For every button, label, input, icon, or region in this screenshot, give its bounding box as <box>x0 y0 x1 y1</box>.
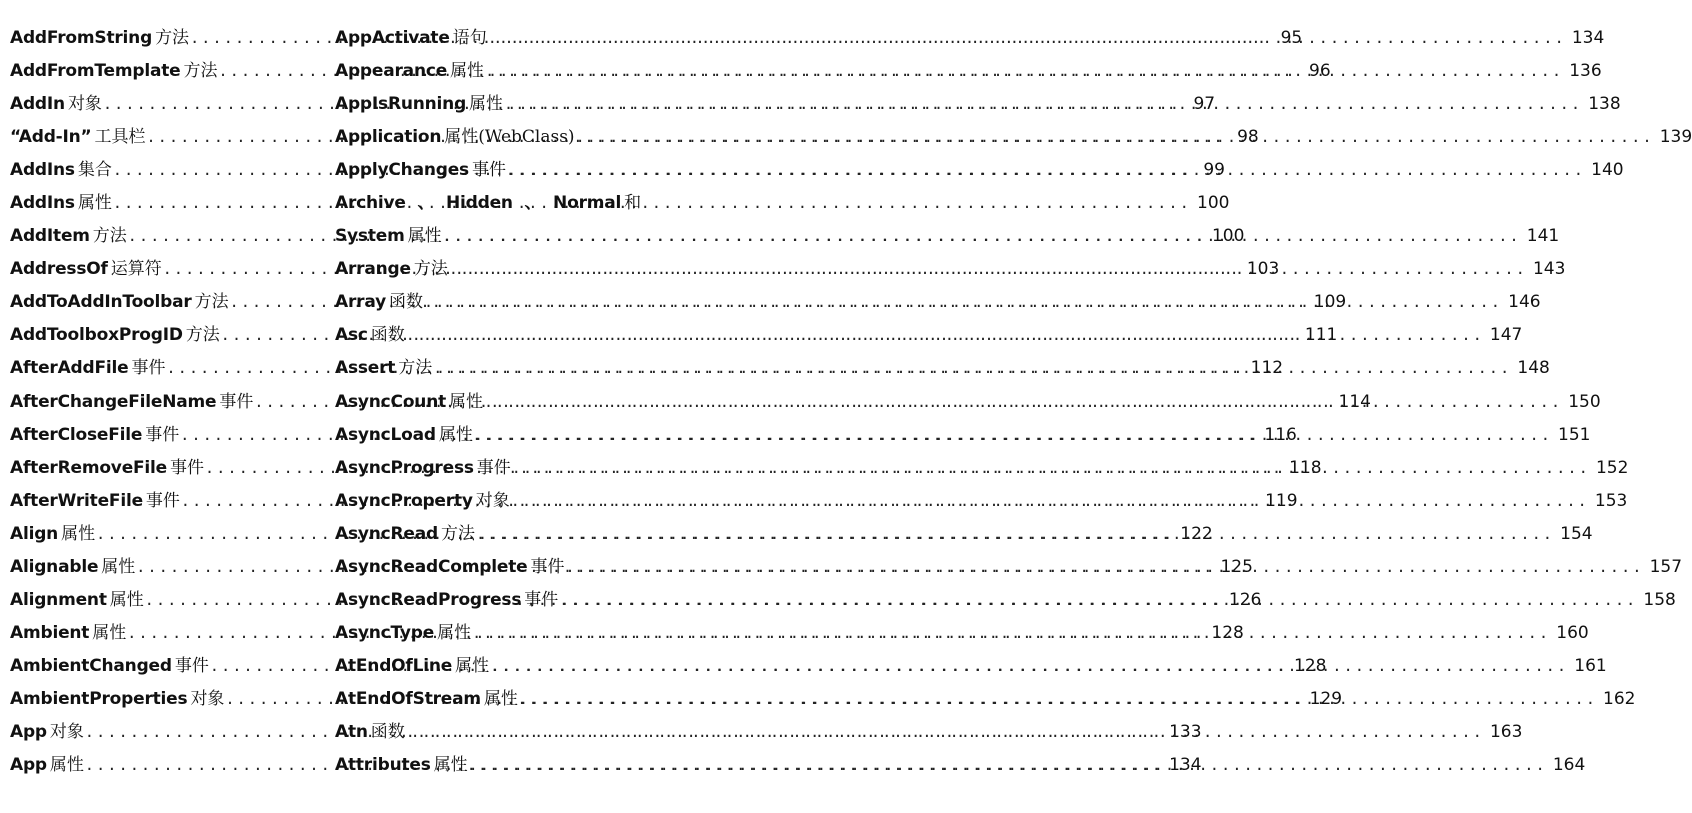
entry-term: AddIns <box>10 160 75 181</box>
page-number: 114 <box>1338 391 1371 412</box>
entry-type: 集合 <box>77 160 112 181</box>
dot-leader <box>469 749 1547 782</box>
dot-leader <box>484 386 1562 419</box>
dot-leader <box>433 352 1511 385</box>
entry-type: 属性(WebClass) <box>444 127 575 148</box>
dot-leader <box>476 518 1554 551</box>
entry-term: AppIsRunning <box>335 94 467 115</box>
page-number: 116 <box>1264 424 1297 445</box>
entry-type: 属性 <box>49 755 84 776</box>
entry-term: AsyncCount <box>335 391 447 412</box>
page-number: 163 <box>1489 721 1523 742</box>
entry-term: AddItem <box>10 226 90 247</box>
dot-leader <box>576 121 1654 154</box>
entry-term: AddressOf <box>10 259 108 280</box>
page-number: 153 <box>1594 490 1628 511</box>
entry-type: 对象 <box>475 490 510 511</box>
entry-term: AddToolboxProgID <box>10 325 183 346</box>
entry-term: AddIns <box>10 193 75 214</box>
page-number: 126 <box>1228 589 1262 610</box>
entry-term: AfterChangeFileName <box>10 391 217 412</box>
dot-leader <box>443 220 1521 253</box>
entry-type: 事件 <box>145 424 180 445</box>
page-number: 119 <box>1265 490 1298 511</box>
entry-type: 方法 <box>194 292 229 313</box>
entry-type: 和 <box>624 193 642 214</box>
entry-type: 事件 <box>219 391 254 412</box>
page-number: 140 <box>1591 160 1624 181</box>
dot-leader <box>565 551 1643 584</box>
entry-type: 工具栏 <box>94 127 146 148</box>
page-number: 128 <box>1211 622 1244 643</box>
entry-type: 属性 <box>450 61 485 82</box>
page-number: 143 <box>1532 259 1566 280</box>
entry-term: Archive 、 Hidden 、 Normal <box>335 193 622 214</box>
entry-type: 事件 <box>174 655 209 676</box>
entry-term: AsyncReadComplete <box>335 556 528 577</box>
entry-term: Array <box>335 292 386 313</box>
dot-leader <box>449 253 1527 286</box>
entry-type: 方法 <box>441 523 475 544</box>
entry-term: AddIn <box>10 94 65 115</box>
page-number: 128 <box>1294 655 1327 676</box>
entry-term: Arrange <box>335 259 411 280</box>
entry-type: 事件 <box>170 457 205 478</box>
entry-term: “Add-In” <box>10 127 92 148</box>
page-number: 109 <box>1313 292 1347 313</box>
entry-term: AfterAddFile <box>10 358 129 379</box>
entry-term: App <box>10 721 47 742</box>
page-number: 162 <box>1603 688 1636 709</box>
entry-type: 方法 <box>155 28 190 48</box>
page-number: 157 <box>1649 556 1683 577</box>
entry-term: Assert <box>335 358 396 379</box>
page-number: 118 <box>1289 457 1322 478</box>
entry-type: 语句 <box>452 28 487 48</box>
entry-type: 属性 <box>92 622 127 643</box>
page-number: 147 <box>1489 325 1523 346</box>
page-number: 151 <box>1558 424 1591 445</box>
entry-term: AsyncReadProgress <box>335 589 522 610</box>
entry-term: Atn <box>335 721 368 742</box>
entry-term: AtEndOfStream <box>335 688 481 709</box>
entry-type: 事件 <box>476 457 511 478</box>
page-number: 134 <box>1571 28 1605 48</box>
page-number: 95 <box>1280 28 1303 48</box>
dot-leader <box>474 419 1552 452</box>
page-number: 97 <box>1193 94 1216 115</box>
page-number: 138 <box>1588 94 1621 115</box>
entry-type: 属性 <box>455 655 490 676</box>
entry-term: AsyncProgress <box>335 457 474 478</box>
page-number: 139 <box>1659 127 1692 148</box>
entry-type: 运算符 <box>110 259 162 280</box>
entry-term: AmbientChanged <box>10 655 172 676</box>
page-number: 146 <box>1508 292 1541 313</box>
entry-type: 属性 <box>437 622 472 643</box>
entry-term: Alignment <box>10 589 107 610</box>
entry-term: AddFromString <box>10 28 153 48</box>
entry-type: 方法 <box>183 61 218 82</box>
page-number: 112 <box>1250 358 1284 379</box>
page-number: 148 <box>1517 358 1550 379</box>
entry-term: AsyncRead <box>335 523 438 544</box>
entry-type: 事件 <box>131 358 166 379</box>
index-entry <box>335 187 642 220</box>
dot-leader <box>507 154 1585 187</box>
page-number: 164 <box>1552 755 1586 776</box>
dot-leader <box>406 319 1484 352</box>
page-number: 161 <box>1574 655 1607 676</box>
entry-type: 属性 <box>61 523 96 544</box>
dot-leader <box>512 452 1590 485</box>
entry-term: Ambient <box>10 622 90 643</box>
entry-type: 对象 <box>67 94 102 115</box>
entry-type: 属性 <box>101 556 136 577</box>
entry-term: AsyncType <box>335 622 435 643</box>
entry-type: 属性 <box>77 193 112 214</box>
entry-type: 属性 <box>483 688 518 709</box>
entry-term: ApplyChanges <box>335 160 469 181</box>
entry-type: 函数 <box>370 721 405 742</box>
entry-term: Asc <box>335 325 368 346</box>
entry-type: 方法 <box>92 226 127 247</box>
entry-type: 对象 <box>49 721 84 742</box>
entry-type: 方法 <box>185 325 220 346</box>
entry-type: 事件 <box>524 589 559 610</box>
entry-type: 函数 <box>370 325 405 346</box>
page-number: 158 <box>1643 589 1676 610</box>
entry-term: AmbientProperties <box>10 688 188 709</box>
entry-term: AfterWriteFile <box>10 490 143 511</box>
entry-type: 属性 <box>433 755 468 776</box>
page-number: 152 <box>1595 457 1629 478</box>
dot-leader <box>424 286 1502 319</box>
page-number: 111 <box>1304 325 1338 346</box>
page-number: 141 <box>1526 226 1560 247</box>
dot-leader <box>559 584 1637 617</box>
entry-term: System <box>335 226 405 247</box>
entry-term: App <box>10 755 47 776</box>
page-number: 134 <box>1169 755 1202 776</box>
entry-type: 事件 <box>471 160 506 181</box>
dot-leader <box>472 617 1550 650</box>
entry-type: 属性 <box>438 424 473 445</box>
page-number: 100 <box>1197 193 1230 214</box>
dot-leader <box>511 485 1589 518</box>
page-number: 103 <box>1246 259 1280 280</box>
page-number: 133 <box>1169 721 1202 742</box>
entry-type: 方法 <box>398 358 433 379</box>
dot-leader <box>485 55 1563 88</box>
page-number: 99 <box>1203 160 1225 181</box>
page-number: 160 <box>1556 622 1589 643</box>
page-number: 122 <box>1180 523 1213 544</box>
entry-type: 属性 <box>109 589 144 610</box>
entry-term: AsyncLoad <box>335 424 436 445</box>
entry-term: AfterCloseFile <box>10 424 143 445</box>
entry-term: AddFromTemplate <box>10 61 181 82</box>
entry-type: 事件 <box>530 556 565 577</box>
entry-term: Appearance <box>335 61 448 82</box>
page-number: 150 <box>1568 391 1601 412</box>
page-number: 154 <box>1560 523 1593 544</box>
entry-term: Align <box>10 523 59 544</box>
entry-term: Attributes <box>335 755 431 776</box>
dot-leader <box>504 88 1582 121</box>
entry-term: AsyncProperty <box>335 490 473 511</box>
dot-leader <box>519 683 1597 716</box>
entry-type: 属性 <box>469 94 504 115</box>
entry-term: AppActivate <box>335 28 450 48</box>
entry-term: AddToAddInToolbar <box>10 292 192 313</box>
entry-type: 函数 <box>388 292 423 313</box>
entry-type: 属性 <box>407 226 442 247</box>
page-number: 129 <box>1309 688 1343 709</box>
dot-leader <box>113 187 1191 220</box>
entry-term: AtEndOfLine <box>335 655 453 676</box>
dot-leader <box>488 22 1566 55</box>
dot-leader <box>406 716 1484 749</box>
entry-term: Alignable <box>10 556 99 577</box>
entry-type: 属性 <box>449 391 484 412</box>
dot-leader <box>490 650 1568 683</box>
page-number: 100 <box>1211 226 1245 247</box>
entry-type: 事件 <box>145 490 180 511</box>
entry-term: AfterRemoveFile <box>10 457 168 478</box>
page-number: 98 <box>1237 127 1259 148</box>
page-number: 96 <box>1309 61 1331 82</box>
page-number: 125 <box>1220 556 1253 577</box>
entry-type: 方法 <box>413 259 448 280</box>
entry-term: Application <box>335 127 442 148</box>
page-number: 136 <box>1569 61 1602 82</box>
entry-type: 对象 <box>190 688 225 709</box>
